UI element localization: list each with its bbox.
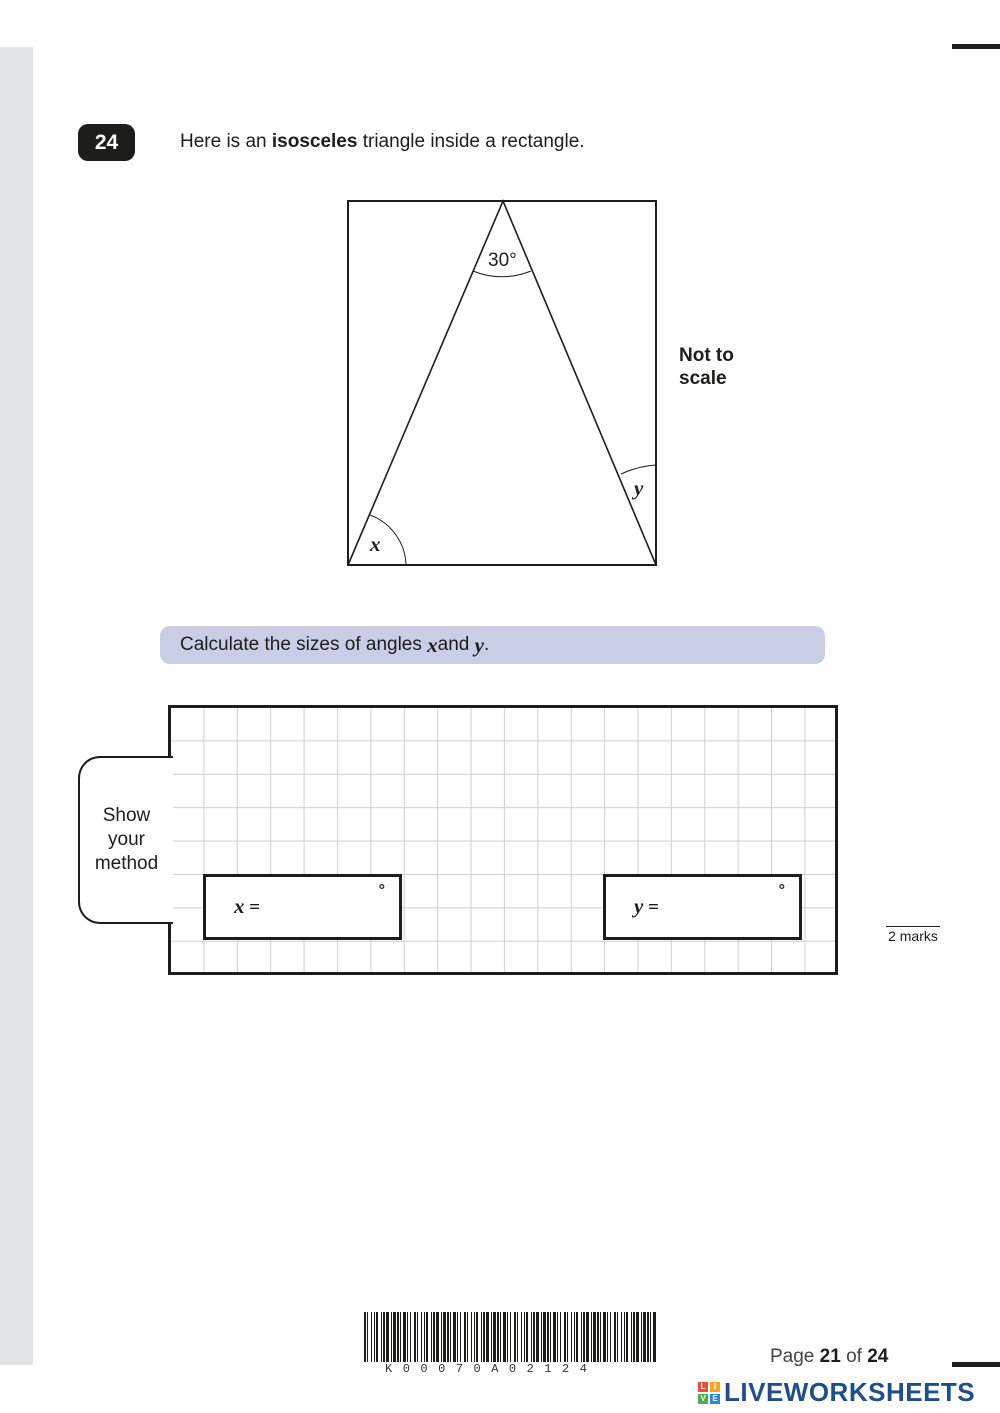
barcode-bar bbox=[617, 1312, 618, 1362]
apex-angle-arc bbox=[473, 271, 531, 277]
corner-mark-top bbox=[952, 44, 1000, 49]
barcode-bar bbox=[364, 1312, 366, 1362]
liveworksheets-logo-icon bbox=[698, 1382, 720, 1404]
barcode-bar bbox=[447, 1312, 449, 1362]
barcode-bar bbox=[631, 1312, 632, 1362]
answer-box-y bbox=[603, 874, 802, 940]
instruction-var-x: x bbox=[427, 632, 438, 657]
barcode-bar bbox=[374, 1312, 375, 1362]
barcode bbox=[362, 1312, 660, 1364]
marks-label: 2 marks bbox=[886, 926, 940, 944]
barcode-bar bbox=[517, 1312, 518, 1362]
liveworksheets-watermark bbox=[698, 1377, 975, 1408]
angle-y-arc bbox=[621, 465, 656, 474]
barcode-bar bbox=[626, 1312, 628, 1362]
barcode-bar bbox=[547, 1312, 549, 1362]
logo-square: L bbox=[698, 1382, 708, 1392]
barcode-bar bbox=[497, 1312, 499, 1362]
barcode-bar bbox=[491, 1312, 492, 1362]
barcode-bar bbox=[483, 1312, 485, 1362]
barcode-bar bbox=[533, 1312, 535, 1362]
barcode-bar bbox=[610, 1312, 611, 1362]
barcode-bar bbox=[600, 1312, 601, 1362]
answer-y-label: y = bbox=[634, 894, 659, 918]
barcode-bar bbox=[521, 1312, 522, 1362]
barcode-bar bbox=[567, 1312, 568, 1362]
barcode-bar bbox=[486, 1312, 489, 1362]
barcode-bar bbox=[476, 1312, 478, 1362]
barcode-bar bbox=[467, 1312, 468, 1362]
barcode-bar bbox=[367, 1312, 368, 1362]
instruction-banner: Calculate the sizes of angles x and y . bbox=[160, 626, 825, 664]
barcode-bar bbox=[557, 1312, 558, 1362]
barcode-bar bbox=[603, 1312, 606, 1362]
watermark-text: LIVEWORKSHEETS bbox=[724, 1377, 976, 1407]
barcode-bar bbox=[417, 1312, 418, 1362]
barcode-bar bbox=[450, 1312, 451, 1362]
barcode-bar bbox=[560, 1312, 561, 1362]
barcode-bar bbox=[541, 1312, 542, 1362]
barcode-bar bbox=[650, 1312, 651, 1362]
barcode-bar bbox=[633, 1312, 635, 1362]
answer-x-label: x = bbox=[234, 894, 261, 918]
barcode-bar bbox=[636, 1312, 639, 1362]
barcode-bar bbox=[371, 1312, 372, 1362]
logo-square: V bbox=[698, 1394, 708, 1404]
barcode-bar bbox=[376, 1312, 378, 1362]
barcode-bar bbox=[386, 1312, 389, 1362]
barcode-bar bbox=[471, 1312, 472, 1362]
barcode-bar bbox=[441, 1312, 442, 1362]
barcode-bar bbox=[381, 1312, 382, 1362]
barcode-bar bbox=[607, 1312, 608, 1362]
show-your-method-tab: Show your method bbox=[78, 756, 173, 924]
barcode-bar bbox=[593, 1312, 596, 1362]
barcode-bar bbox=[543, 1312, 546, 1362]
barcode-bar bbox=[457, 1312, 458, 1362]
angle-x-label: x bbox=[370, 532, 381, 556]
barcode-bar bbox=[571, 1312, 572, 1362]
barcode-bar bbox=[524, 1312, 525, 1362]
barcode-bar bbox=[431, 1312, 432, 1362]
corner-mark-bottom bbox=[952, 1362, 1000, 1367]
barcode-bar bbox=[414, 1312, 416, 1362]
barcode-bar bbox=[443, 1312, 446, 1362]
page-number: Page 21 of 24 bbox=[770, 1346, 889, 1367]
barcode-bar bbox=[641, 1312, 642, 1362]
barcode-bar bbox=[460, 1312, 461, 1362]
barcode-bar bbox=[510, 1312, 511, 1362]
degree-symbol-y: ° bbox=[778, 882, 785, 899]
keyword-isosceles: isosceles bbox=[271, 131, 358, 152]
degree-symbol-x: ° bbox=[378, 882, 385, 899]
barcode-bar bbox=[503, 1312, 506, 1362]
answer-x-input[interactable] bbox=[284, 891, 376, 921]
barcode-bar bbox=[643, 1312, 646, 1362]
barcode-bar bbox=[464, 1312, 466, 1362]
barcode-bar bbox=[436, 1312, 439, 1362]
barcode-bar bbox=[424, 1312, 425, 1362]
barcode-bar bbox=[474, 1312, 475, 1362]
barcode-bar bbox=[586, 1312, 589, 1362]
logo-square: I bbox=[710, 1382, 720, 1392]
barcode-bar bbox=[493, 1312, 496, 1362]
apex-angle-label: 30° bbox=[488, 250, 517, 271]
barcode-bar bbox=[397, 1312, 399, 1362]
triangle-diagram bbox=[340, 193, 670, 573]
barcode-bar bbox=[421, 1312, 422, 1362]
barcode-bar bbox=[576, 1312, 578, 1362]
barcode-bar bbox=[403, 1312, 406, 1362]
barcode-bar bbox=[591, 1312, 592, 1362]
barcode-bar bbox=[453, 1312, 456, 1362]
barcode-bar bbox=[581, 1312, 582, 1362]
barcode-bar bbox=[653, 1312, 656, 1362]
not-to-scale-note: Not to scale bbox=[679, 345, 734, 389]
logo-square: E bbox=[710, 1394, 720, 1404]
barcode-bar bbox=[597, 1312, 599, 1362]
answer-y-input[interactable] bbox=[684, 891, 776, 921]
barcode-bar bbox=[550, 1312, 551, 1362]
barcode-bar bbox=[481, 1312, 482, 1362]
barcode-bar bbox=[391, 1312, 392, 1362]
barcode-bar bbox=[583, 1312, 585, 1362]
barcode-bar bbox=[410, 1312, 411, 1362]
barcode-bar bbox=[400, 1312, 401, 1362]
question-intro: Here is an isosceles triangle inside a rectangle. bbox=[180, 131, 585, 152]
barcode-bar bbox=[526, 1312, 528, 1362]
instruction-var-y: y bbox=[474, 632, 484, 657]
barcode-bar bbox=[621, 1312, 622, 1362]
page-margin-strip bbox=[0, 47, 33, 1365]
barcode-bar bbox=[383, 1312, 385, 1362]
barcode-bar bbox=[514, 1312, 516, 1362]
question-number: 24 bbox=[78, 124, 135, 161]
barcode-bar bbox=[531, 1312, 532, 1362]
angle-y-label: y bbox=[634, 476, 644, 500]
barcode-bar bbox=[393, 1312, 396, 1362]
barcode-bar bbox=[574, 1312, 575, 1362]
barcode-bar bbox=[614, 1312, 616, 1362]
barcode-bar bbox=[507, 1312, 508, 1362]
barcode-bar bbox=[536, 1312, 539, 1362]
barcode-bar bbox=[433, 1312, 435, 1362]
barcode-bar bbox=[564, 1312, 566, 1362]
barcode-bar bbox=[624, 1312, 625, 1362]
answer-box-x bbox=[203, 874, 402, 940]
barcode-text: K00070A02124 bbox=[385, 1362, 598, 1376]
barcode-bar bbox=[553, 1312, 556, 1362]
barcode-bar bbox=[500, 1312, 501, 1362]
barcode-bar bbox=[647, 1312, 649, 1362]
barcode-bar bbox=[407, 1312, 408, 1362]
barcode-bar bbox=[426, 1312, 428, 1362]
